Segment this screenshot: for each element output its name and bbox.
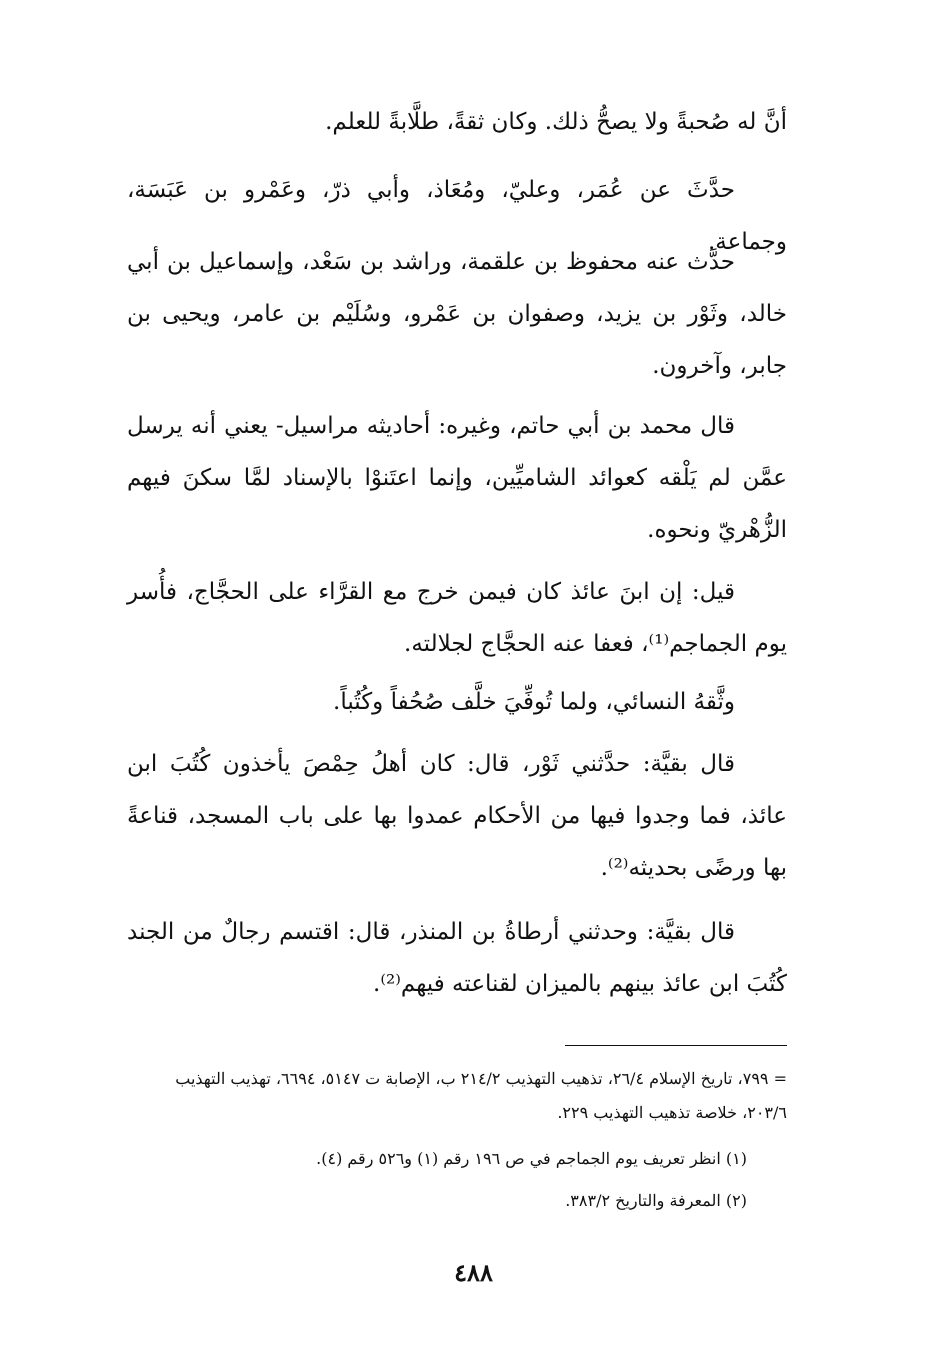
paragraph-baqiyya-thawr: قال بقيَّة: حدَّثني ثَوْر، قال: كان أهلُ حِمْصَ يأخذون كُتُبَ ابن عائذ، فما وجدوا فيها من الأحكام عمدوا بها على باب المسجد، قناعةً بها ورضًى بحديثه⁽²⁾. [127,751,787,881]
paragraph-nasai: وثَّقهُ النسائي، ولما تُوفِّيَ خلَّف صُحُفاً وكُتُباً. [333,689,735,715]
footnote-1: (١) انظر تعريف يوم الجماجم في ص ١٩٦ رقم (١) و٥٢٦ رقم (٤). [316,1149,747,1168]
paragraph-narrators: حدَّث عنه محفوظ بن علقمة، وراشد بن سَعْد، وإسماعيل بن أبي خالد، وثَوْر بن يزيد، وصفوان بن عَمْرو، وسُلَيْم بن عامر، ويحيى بن جابر، وآخرون. [127,249,787,379]
paragraph-jamajim: قيل: إن ابنَ عائذ كان فيمن خرج مع القرَّاء على الحجَّاج، فأُسر يوم الجماجم⁽¹⁾، فعفا عنه الحجَّاج لجلالته. [127,579,787,657]
paragraph-narrated-from: حدَّثَ عن عُمَر، وعليّ، ومُعَاذ، وأبي ذرّ، وعَمْرو بن عَبَسَة، وجماعة. [127,177,787,255]
page-number: ٤٨٨ [454,1258,493,1287]
paragraph-abi-hatim: قال محمد بن أبي حاتم، وغيره: أحاديثه مراسيل- يعني أنه يرسل عمَّن لم يَلْقه كعوائد الشاميِّين، وإنما اعتَنوْا بالإسناد لمَّا سكنَ فيهم الزُّهْريّ ونحوه. [127,413,787,543]
paragraph-continuation: أنَّ له صُحبةً ولا يصحُّ ذلك. وكان ثقةً، طلَّابةً للعلم. [325,109,787,135]
paragraph-baqiyya-artat: قال بقيَّة: وحدثني أرطاةُ بن المنذر، قال: اقتسم رجالٌ من الجند كُتُبَ ابن عائذ بينهم بالميزان لقناعته فيهم⁽²⁾. [127,919,787,997]
footnote-divider [565,1045,787,1046]
footnote-continuation: = ٧٩٩، تاريخ الإسلام ٢٦/٤، تذهيب التهذيب ٢١٤/٢ ب، الإصابة ت ٥١٤٧، ٦٦٩٤، تهذيب التهذيب ٢٠٣/٦، خلاصة تذهيب التهذيب ٢٢٩. [175,1069,787,1122]
footnote-2: (٢) المعرفة والتاريخ ٣٨٣/٢. [565,1191,747,1210]
